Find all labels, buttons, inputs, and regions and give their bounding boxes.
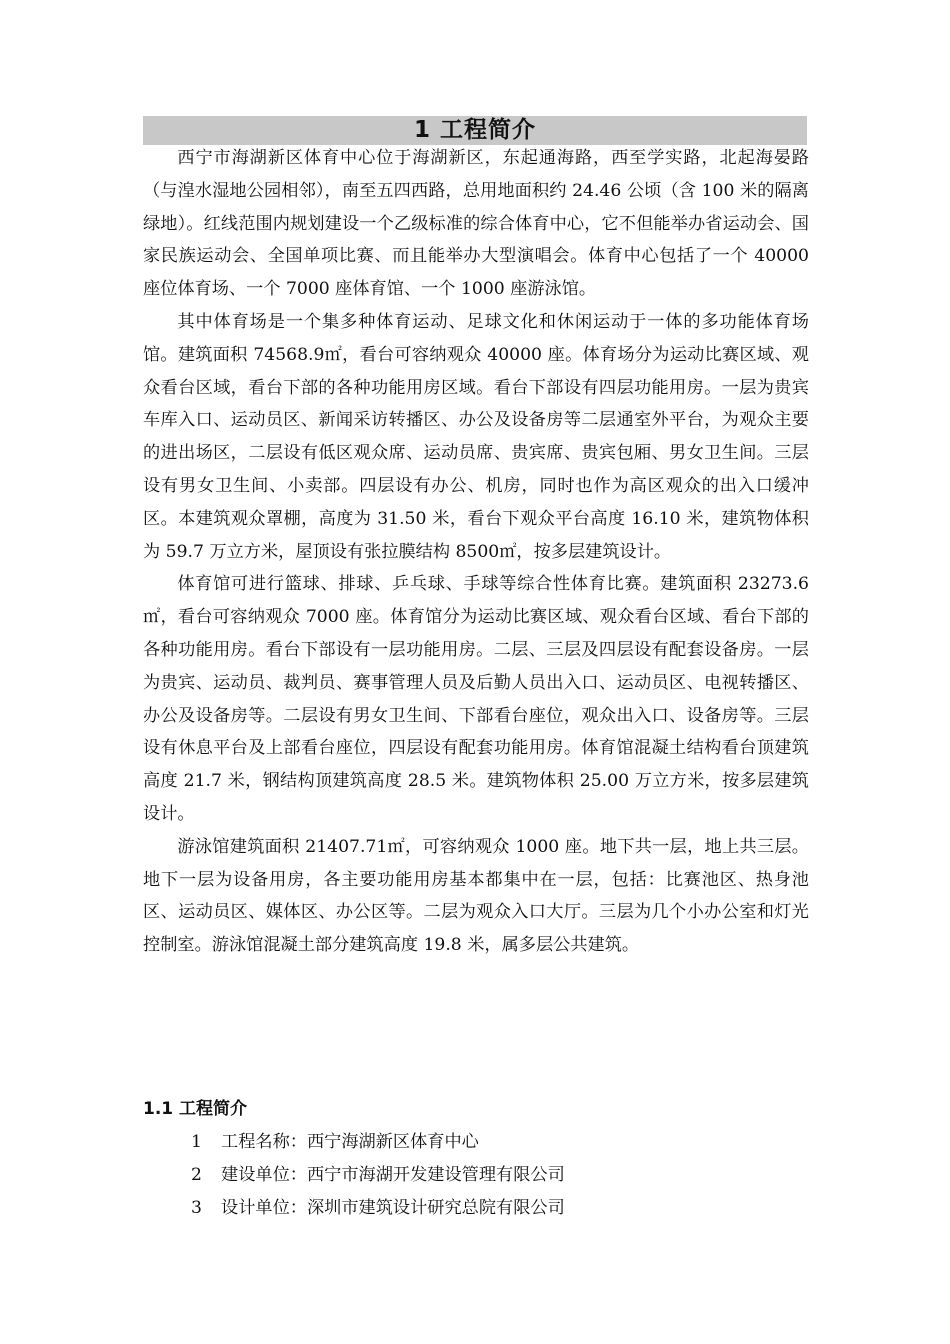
paragraph-gymnasium: 体育馆可进行篮球、排球、乒乓球、手球等综合性体育比赛。建筑面积 23273.6㎡，看台可容纳观众 7000 座。体育馆分为运动比赛区域、观众看台区域、看台下部的各种功能用房。看台下部设有一层功能用房。二层、三层及四层设有配套设备房。一层为贵宾、运动员、裁判员、赛事管理人员及后勤人员出入口、运动员区、电视转播区、办公及设备房等。二层设有男女卫生间、下部看台座位，观众出入口、设备房等。三层设有休息平台及上部看台座位，四层设有配套功能用房。体育馆混凝土结构看台顶建筑高度 21.7 米，钢结构顶建筑高度 28.5 米。建筑物体积 25.00 万立方米，按多层建筑设计。 bbox=[143, 574, 809, 824]
info-item-text: 设计单位：深圳市建筑设计研究总院有限公司 bbox=[221, 1198, 565, 1218]
paragraph-natatorium: 游泳馆建筑面积 21407.71㎡，可容纳观众 1000 座。地下共一层，地上共三层。地下一层为设备用房，各主要功能用房基本都集中在一层，包括：比赛池区、热身池区、运动员区、媒体区、办公区等。二层为观众入口大厅。三层为几个小办公室和灯光控制室。游泳馆混凝土部分建筑高度 19.8 米，属多层公共建筑。 bbox=[143, 836, 809, 956]
info-list bbox=[191, 1126, 565, 1225]
info-item-number: 1 bbox=[191, 1132, 202, 1152]
info-item-designer bbox=[191, 1192, 565, 1225]
info-item-text: 工程名称：西宁海湖新区体育中心 bbox=[221, 1132, 479, 1152]
info-item-project-name bbox=[191, 1126, 565, 1159]
paragraph-overview: 西宁市海湖新区体育中心位于海湖新区，东起通海路，西至学实路，北起海晏路（与湟水湿地公园相邻），南至五四西路，总用地面积约 24.46 公顷（含 100 米的隔离绿地）。红线范围内规划建设一个乙级标准的综合体育中心，它不但能举办省运动会、国家民族运动会、全国单项比赛、而且能举办大型演唱会。体育中心包括了一个 40000 座位体育场、一个 7000 座体育馆、一个 1000 座游泳馆。 bbox=[143, 148, 809, 300]
info-item-number: 3 bbox=[191, 1198, 202, 1218]
info-item-owner bbox=[191, 1159, 565, 1192]
subsection-title: 1.1 工程简介 bbox=[143, 1099, 248, 1119]
paragraph-stadium: 其中体育场是一个集多种体育运动、足球文化和休闲运动于一体的多功能体育场馆。建筑面积 74568.9㎡，看台可容纳观众 40000 座。体育场分为运动比赛区域、观众看台区域，看台下部的各种功能用房区域。看台下部设有四层功能用房。一层为贵宾车库入口、运动员区、新闻采访转播区、办公及设备房等二层通室外平台，为观众主要的进出场区，二层设有低区观众席、运动员席、贵宾席、贵宾包厢、男女卫生间。三层设有男女卫生间、小卖部。四层设有办公、机房，同时也作为高区观众的出入口缓冲区。本建筑观众罩棚，高度为 31.50 米，看台下观众平台高度 16.10 米，建筑物体积为 59.7 万立方米，屋顶设有张拉膜结构 8500㎡，按多层建筑设计。 bbox=[143, 311, 809, 562]
info-item-text: 建设单位：西宁市海湖开发建设管理有限公司 bbox=[221, 1165, 565, 1185]
section-title: 1 工程简介 bbox=[143, 116, 807, 145]
info-item-number: 2 bbox=[191, 1165, 202, 1185]
body-text bbox=[143, 142, 809, 962]
